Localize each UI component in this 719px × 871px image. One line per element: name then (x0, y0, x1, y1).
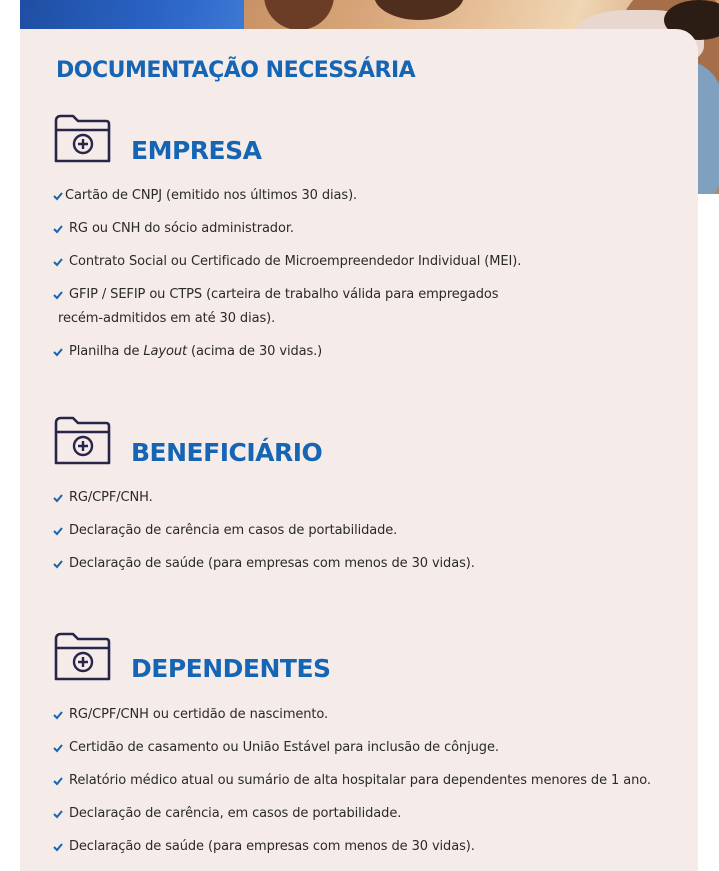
list-item: Declaração de saúde (para empresas com menos de 30 vidas). (53, 835, 673, 859)
list-dependentes (53, 703, 673, 868)
list-item: Planilha de Layout (acima de 30 vidas.) (53, 340, 673, 364)
list-empresa (53, 184, 673, 373)
list-item: Contrato Social ou Certificado de Microempreendedor Individual (MEI). (53, 250, 673, 274)
check-icon (53, 842, 63, 852)
folder-plus-icon (53, 414, 111, 466)
list-beneficiario (53, 486, 673, 585)
check-icon (53, 526, 63, 536)
list-item: RG ou CNH do sócio administrador. (53, 217, 673, 241)
list-item: GFIP / SEFIP ou CTPS (carteira de trabalho válida para empregados recém-admitidos em até 30 dias). (53, 283, 673, 330)
section-title-dependentes: DEPENDENTES (131, 654, 331, 683)
list-item: Declaração de carência, em casos de portabilidade. (53, 802, 673, 826)
list-item: RG/CPF/CNH ou certidão de nascimento. (53, 703, 673, 727)
check-icon (53, 559, 63, 569)
check-icon (53, 809, 63, 819)
check-icon (53, 743, 63, 753)
list-item: Relatório médico atual ou sumário de alta hospitalar para dependentes menores de 1 ano. (53, 769, 673, 793)
list-item: RG/CPF/CNH. (53, 486, 673, 510)
check-icon (53, 710, 63, 720)
list-item: Cartão de CNPJ (emitido nos últimos 30 dias). (53, 184, 673, 208)
check-icon (53, 257, 63, 267)
folder-plus-icon (53, 630, 111, 682)
folder-plus-icon (53, 112, 111, 164)
top-banner (20, 0, 244, 30)
section-title-empresa: EMPRESA (131, 136, 262, 165)
list-item: Declaração de saúde (para empresas com menos de 30 vidas). (53, 552, 673, 576)
check-icon (53, 191, 63, 201)
list-item: Certidão de casamento ou União Estável para inclusão de cônjuge. (53, 736, 673, 760)
check-icon (53, 776, 63, 786)
check-icon (53, 224, 63, 234)
check-icon (53, 290, 63, 300)
check-icon (53, 347, 63, 357)
page-title: DOCUMENTAÇÃO NECESSÁRIA (56, 58, 416, 83)
list-item: Declaração de carência em casos de portabilidade. (53, 519, 673, 543)
check-icon (53, 493, 63, 503)
section-title-beneficiario: BENEFICIÁRIO (131, 438, 323, 467)
